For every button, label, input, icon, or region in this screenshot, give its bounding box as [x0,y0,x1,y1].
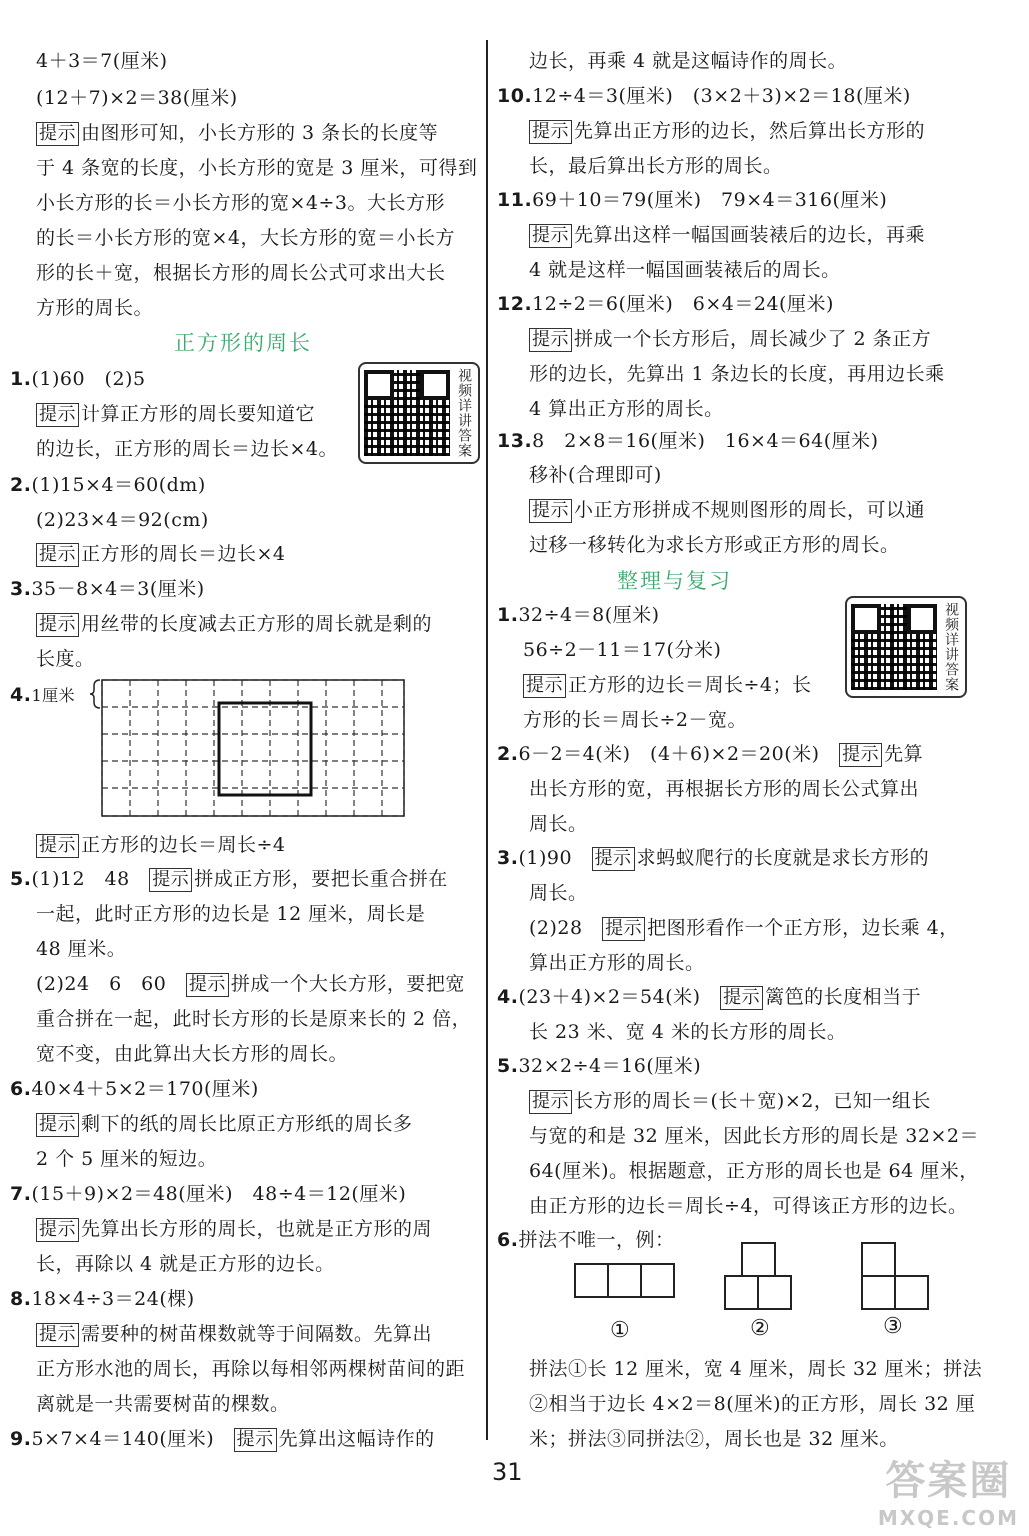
answer: (2)28 [529,917,583,939]
answer: (1)15×4＝60(dm) [31,474,206,496]
hint-text: 先算出正方形的边长，然后算出长方形的 [574,120,926,142]
answer: 8 2×8＝16(厘米) 16×4＝64(厘米) [532,430,879,452]
fig1-square [608,1264,641,1297]
text-line: 周长。 [529,882,588,904]
hint-line [529,326,931,352]
hint-text: 长方形的周长＝(长＋宽)×2，已知一组长 [574,1090,931,1112]
hint-text: 用丝带的长度减去正方形的周长就是剩的 [81,613,433,635]
question-3 [10,576,205,602]
question-number: 3. [10,578,32,600]
answer: 35－8×4＝3(厘米) [31,578,205,600]
qr-label: 视频详讲答案 [456,368,472,458]
answer: (1)60 (2)5 [31,368,146,390]
text-line: 长 23 米、宽 4 米的长方形的周长。 [529,1021,847,1043]
hint-label: 提示 [529,328,572,352]
hint-text: 正方形的周长＝边长×4 [81,543,286,565]
question-number: 12. [497,293,533,315]
question-12 [497,291,834,317]
answer: 32÷4＝8(厘米) [518,604,660,626]
hint-line [36,832,286,858]
watermark-url: MXQE.COM [877,1506,1019,1530]
text-line: 小长方形的长＝小长方形的宽×4÷3。大长方形 [36,192,446,214]
hint-line [36,1321,432,1347]
text-line: 重合拼在一起，此时长方形的长是原来长的 2 倍， [36,1008,472,1030]
hint-line [523,672,812,698]
hint-label: 提示 [529,224,572,248]
answer: 拼法不唯一，例： [518,1229,675,1251]
fig3-square [862,1243,895,1276]
qr-code[interactable] [845,596,967,698]
watermark-text: 答案圈 [885,1458,1012,1504]
hint-text: 篱笆的长度相当于 [765,986,922,1008]
question-6 [10,1076,259,1102]
hint-label: 提示 [720,986,763,1010]
text-line: 离就是一共需要树苗的棵数。 [36,1393,290,1415]
question-number: 1. [497,604,519,626]
square-shape [219,703,311,795]
hint-line [529,118,925,144]
text-line: 与宽的和是 32 厘米，因此长方形的周长是 32×2＝ [529,1125,979,1147]
hint-line [36,971,465,997]
text-line: (12＋7)×2＝38(厘米) [36,87,238,109]
fig1-square [575,1264,608,1297]
hint-label: 提示 [529,499,572,523]
review-question-3 [497,845,929,871]
text-line: 4 算出正方形的周长。 [529,398,724,420]
hint-label: 提示 [36,122,79,146]
question-4 [10,682,75,709]
hint-label: 提示 [149,868,192,892]
hint-line [36,1111,413,1137]
answer: 69＋10＝79(厘米) 79×4＝316(厘米) [532,189,888,211]
answer: 5×7×4＝140(厘米) [31,1428,215,1450]
answer: (23＋4)×2＝54(米) [518,986,701,1008]
text-line: 方形的周长。 [36,297,154,319]
hint-label: 提示 [36,1113,79,1137]
hint-text: 先算 [884,743,924,765]
question-7 [10,1181,406,1207]
question-number: 4. [10,684,32,706]
review-question-5 [497,1053,701,1079]
fig3-square [862,1276,895,1309]
question-1 [10,366,146,392]
hint-label: 提示 [529,1090,572,1114]
question-number: 8. [10,1288,32,1310]
answer: (2)24 6 60 [36,973,167,995]
qr-code[interactable] [358,362,480,464]
review-question-4 [497,984,921,1010]
hint-line [36,1216,432,1242]
question-number: 9. [10,1428,32,1450]
answer: 32×2÷4＝16(厘米) [518,1055,702,1077]
question-9 [10,1426,435,1452]
hint-text: 先算出长方形的周长，也就是正方形的周 [81,1218,433,1240]
question-number: 13. [497,430,533,452]
question-number: 4. [497,986,519,1008]
page-number: 31 [492,1458,523,1486]
answer: (1)12 48 [31,868,130,890]
text-line: 长，再除以 4 就是正方形的边长。 [36,1253,335,1275]
answer: 18×4÷3＝24(棵) [31,1288,195,1310]
hint-text: 拼成一个大长方形，要把宽 [230,973,465,995]
question-number: 10. [497,85,533,107]
hint-label: 提示 [839,743,882,767]
figure-label-2: ② [750,1316,770,1341]
hint-line [36,541,286,567]
figure-label-3: ③ [883,1314,903,1339]
text-line: 56÷2－11＝17(分米) [523,639,722,661]
question-number: 7. [10,1183,32,1205]
text-line: 2 个 5 厘米的短边。 [36,1148,218,1170]
hint-line [529,222,925,248]
question-number: 6. [497,1229,519,1251]
text-line: 形的边长，先算出 1 条边长的长度，再用边长乘 [529,363,945,385]
hint-line [529,915,959,941]
text-line: 形的长＋宽，根据长方形的周长公式可求出大长 [36,262,446,284]
question-number: 2. [497,743,519,765]
text-line: 4＋3＝7(厘米) [36,50,168,72]
text-line: 一起，此时正方形的边长是 12 厘米，周长是 [36,903,426,925]
hint-text: 计算正方形的周长要知道它 [81,403,316,425]
text-line: 方形的长＝周长÷2－宽。 [523,709,748,731]
question-5 [10,866,448,892]
figure-label-1: ① [610,1318,630,1343]
hint-label: 提示 [36,1323,79,1347]
hint-line [529,497,925,523]
answer: (15＋9)×2＝48(厘米) 48÷4＝12(厘米) [31,1183,407,1205]
hint-text: 先算出这样一幅国画装裱后的边长，再乘 [574,224,926,246]
watermark-logo [878,1449,1019,1530]
text-line: 由正方形的边长＝周长÷4，可得该正方形的边长。 [529,1195,968,1217]
hint-label: 提示 [36,834,79,858]
hint-label: 提示 [523,674,566,698]
hint-text: 正方形的边长＝周长÷4 [81,834,286,856]
question-11 [497,187,887,213]
text-line: 宽不变，由此算出大长方形的周长。 [36,1043,349,1065]
question-8 [10,1286,195,1312]
square-grid-figure [88,676,408,822]
text-line: 的边长，正方形的周长＝边长×4。 [36,438,339,460]
hint-label: 提示 [36,613,79,637]
column-divider [486,40,488,1440]
hint-text: 需要种的树苗棵数就等于间隔数。先算出 [81,1323,433,1345]
question-number: 6. [10,1078,32,1100]
text-line: 长度。 [36,648,95,670]
hint-label: 提示 [529,120,572,144]
fig1-square [641,1264,674,1297]
qr-label: 视频详讲答案 [943,602,959,692]
text-line: 出长方形的宽，再根据长方形的周长公式算出 [529,778,920,800]
review-question-2 [497,741,923,767]
question-10 [497,83,911,109]
review-question-1 [497,602,660,628]
hint-label: 提示 [36,403,79,427]
hint-text: 求蚂蚁爬行的长度就是求长方形的 [636,847,930,869]
hint-line [36,401,315,427]
hint-line [36,120,438,146]
text-line: 的长＝小长方形的宽×4，大长方形的宽＝小长方 [36,227,456,249]
question-number: 5. [10,868,32,890]
question-2 [10,472,206,498]
hint-text: 拼成正方形，要把长重合拼在 [194,868,448,890]
hint-label: 提示 [186,973,229,997]
text-line: 移补(合理即可) [529,464,662,486]
fig2-square [742,1243,775,1276]
question-number: 2. [10,474,32,496]
hint-label: 提示 [36,543,79,567]
text-line: 周长。 [529,813,588,835]
hint-text: 把图形看作一个正方形，边长乘 4， [647,917,959,939]
text-line: 拼法①长 12 厘米，宽 4 厘米，周长 32 厘米；拼法 [529,1358,983,1380]
text-line: 过移一移转化为求长方形或正方形的周长。 [529,534,900,556]
text-line: 4 就是这样一幅国画装裱后的周长。 [529,259,841,281]
question-number: 11. [497,189,533,211]
text-line: 由图形可知，小长方形的 3 条长的长度等 [81,122,439,144]
hint-text: 正方形的边长＝周长÷4；长 [568,674,812,696]
hint-text: 拼成一个长方形后，周长减少了 2 条正方 [574,328,932,350]
fig3-square [895,1276,928,1309]
text-line: 米；拼法③同拼法②，周长也是 32 厘米。 [529,1428,899,1450]
text-line: 64(厘米)。根据题意，正方形的周长也是 64 厘米， [529,1160,979,1182]
hint-label: 提示 [234,1428,277,1452]
fig2-square [758,1276,791,1309]
question-number: 3. [497,847,519,869]
hint-line [36,611,432,637]
answer: 12÷4＝3(厘米) (3×2＋3)×2＝18(厘米) [532,85,911,107]
hint-text: 先算出这幅诗作的 [278,1428,435,1450]
fig2-square [725,1276,758,1309]
answer: (1)90 [518,847,573,869]
text-line: 算出正方形的周长。 [529,952,705,974]
text-line: (2)23×4＝92(cm) [36,509,209,531]
text-line: ②相当于边长 4×2＝8(厘米)的正方形，周长 32 厘 [529,1393,976,1415]
text-line: 48 厘米。 [36,938,127,960]
text-line: 边长，再乘 4 就是这幅诗作的周长。 [529,50,848,72]
answer: 6－2＝4(米) (4＋6)×2＝20(米) [518,743,820,765]
answer: 12÷2＝6(厘米) 6×4＝24(厘米) [532,293,834,315]
section-title: 正方形的周长 [174,331,312,355]
question-number: 1. [10,368,32,390]
qr-code-icon [364,370,450,456]
question-13 [497,428,879,454]
text-line: 于 4 条宽的长度，小长方形的宽是 3 厘米，可得到 [36,157,478,179]
hint-label: 提示 [602,917,645,941]
text-line: 长，最后算出长方形的周长。 [529,155,783,177]
hint-line [529,1088,931,1114]
hint-text: 小正方形拼成不规则图形的周长，可以通 [574,499,926,521]
question-number: 5. [497,1055,519,1077]
grid-unit-label: 1厘米 [31,686,76,705]
hint-label: 提示 [592,847,635,871]
text-line: 正方形水池的周长，再除以每相邻两棵树苗间的距 [36,1358,466,1380]
hint-text: 剩下的纸的周长比原正方形纸的周长多 [81,1113,413,1135]
qr-code-icon [851,604,937,690]
hint-label: 提示 [36,1218,79,1242]
section-title: 整理与复习 [617,569,732,593]
answer: 40×4＋5×2＝170(厘米) [31,1078,259,1100]
